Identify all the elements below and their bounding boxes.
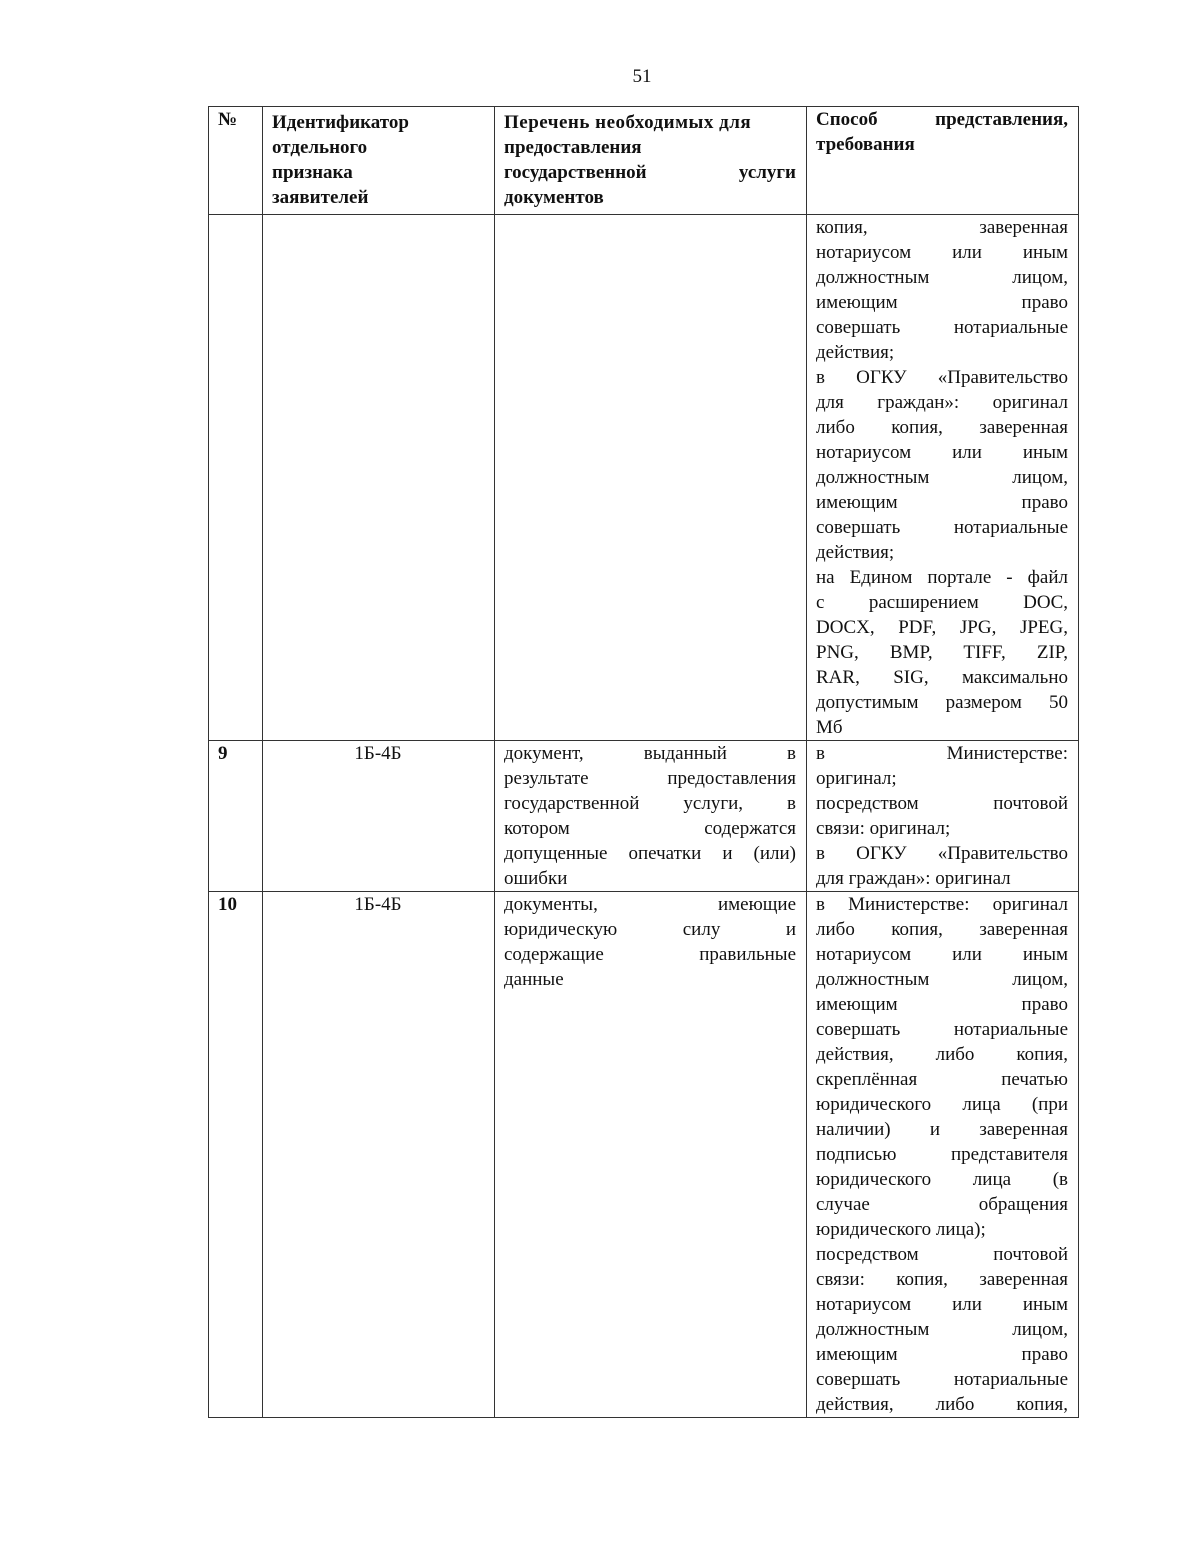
page-number: 51 (632, 66, 652, 87)
table-row (209, 892, 1079, 1418)
table-row (209, 741, 1079, 892)
row-documents (495, 215, 807, 741)
table-header-row (209, 107, 1079, 215)
requirements-table (208, 106, 1079, 1418)
row-num: 10 (209, 892, 263, 1418)
row-identifier (263, 215, 495, 741)
row-documents: документы, имеющие юридическую силу и содержащие правильные данные (495, 892, 807, 1418)
header-method: Способ представления, требования (807, 107, 1079, 215)
header-documents: Перечень необходимых для предоставления государственной услуги документов (495, 107, 807, 215)
table-row (209, 215, 1079, 741)
header-identifier: Идентификатор отдельного признака заявителей (263, 107, 495, 215)
row-method: копия, заверенная нотариусом или иным должностным лицом, имеющим право совершать нотариальные действия; в ОГКУ «Правительство для граждан»: оригинал либо копия, заверенная нотариусом или иным должностным лицом, имеющим право совершать нотариальные действия; на Едином портале - файл с расширением DOC, DOCX, PDF, JPG, JPEG, PNG, BMP, TIFF, ZIP, RAR, SIG, максимально допустимым размером 50 Мб (807, 215, 1079, 741)
row-method: в Министерстве: оригинал; посредством почтовой связи: оригинал; в ОГКУ «Правительство для граждан»: оригинал (807, 741, 1079, 892)
row-num (209, 215, 263, 741)
row-identifier: 1Б-4Б (263, 741, 495, 892)
row-documents: документ, выданный в результате предоставления государственной услуги, в котором содержатся допущенные опечатки и (или) ошибки (495, 741, 807, 892)
header-num: № (209, 107, 263, 215)
row-identifier: 1Б-4Б (263, 892, 495, 1418)
row-method: в Министерстве: оригинал либо копия, заверенная нотариусом или иным должностным лицом, имеющим право совершать нотариальные действия, либо копия, скреплённая печатью юридического лица (при наличии) и заверенная подписью представителя юридического лица (в случае обращения юридического лица); посредством почтовой связи: копия, заверенная нотариусом или иным должностным лицом, имеющим право совершать нотариальные действия, либо копия, (807, 892, 1079, 1418)
row-num: 9 (209, 741, 263, 892)
